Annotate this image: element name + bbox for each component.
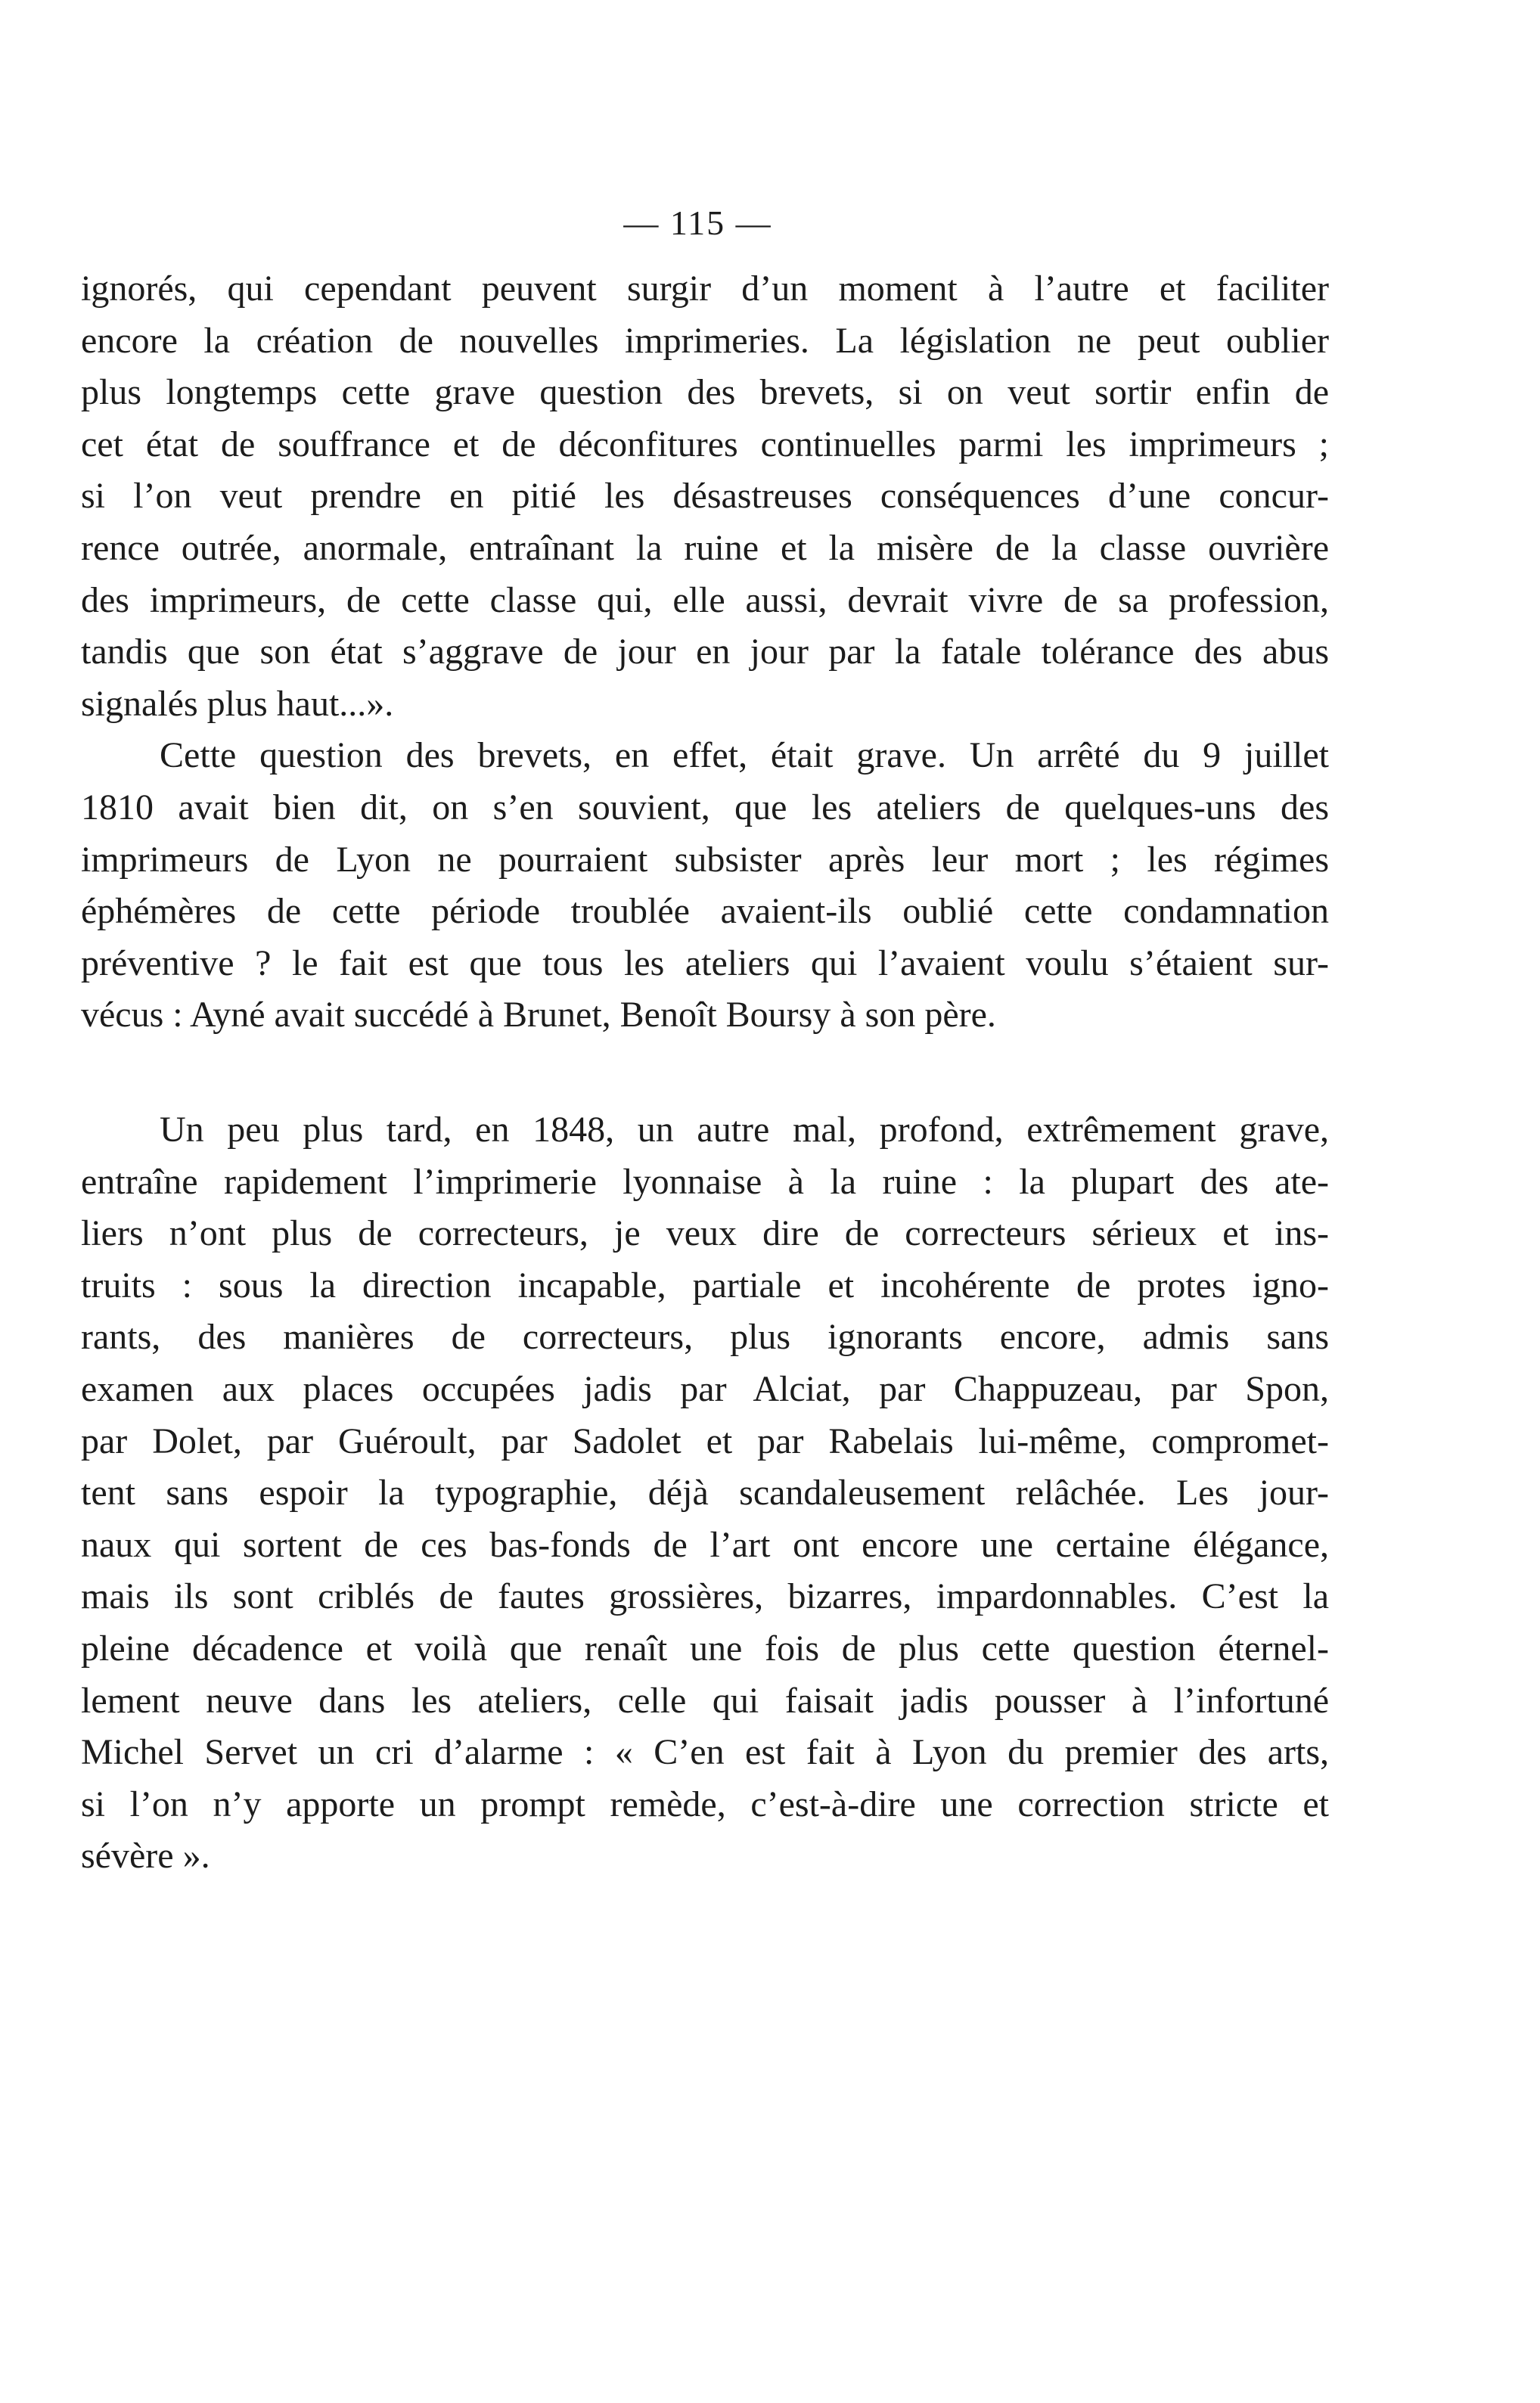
text-line: entraîne rapidement l’imprimerie lyonnaise à la ruine : la plupart des ate- — [81, 1161, 1329, 1202]
text-line: tandis que son état s’aggrave de jour en jour par la fatale tolérance des abus — [81, 632, 1329, 672]
text-line: préventive ? le fait est que tous les ateliers qui l’avaient voulu s’étaient sur- — [81, 942, 1329, 983]
text-line: des imprimeurs, de cette classe qui, elle aussi, devrait vivre de sa profession, — [81, 579, 1329, 620]
text-line: mais ils sont criblés de fautes grossières, bizarres, impardonnables. C’est la — [81, 1576, 1329, 1617]
text-line: cet état de souffrance et de déconfitures continuelles parmi les imprimeurs ; — [81, 424, 1329, 464]
text-line: imprimeurs de Lyon ne pourraient subsister après leur mort ; les régimes — [81, 839, 1329, 880]
text-line: par Dolet, par Guéroult, par Sadolet et par Rabelais lui-même, compromet- — [81, 1420, 1329, 1461]
text-block-2 — [81, 1104, 1329, 1883]
text-line: si l’on n’y apporte un prompt remède, c’est-à-dire une correction stricte et — [81, 1784, 1329, 1824]
text-line: rence outrée, anormale, entraînant la ruine et la misère de la classe ouvrière — [81, 527, 1329, 568]
text-line: pleine décadence et voilà que renaît une fois de plus cette question éternel- — [81, 1628, 1329, 1669]
text-line: encore la création de nouvelles imprimeries. La législation ne peut oublier — [81, 320, 1329, 361]
text-block-1 — [81, 263, 1329, 1042]
text-line: éphémères de cette période troublée avaient-ils oublié cette condamnation — [81, 891, 1329, 932]
text-line: vécus : Ayné avait succédé à Brunet, Benoît Boursy à son père. — [81, 995, 996, 1035]
text-line: si l’on veut prendre en pitié les désastreuses conséquences d’une concur- — [81, 476, 1329, 517]
text-line: examen aux places occupées jadis par Alciat, par Chappuzeau, par Spon, — [81, 1368, 1329, 1409]
text-line: Un peu plus tard, en 1848, un autre mal, profond, extrêmement grave, — [160, 1110, 1329, 1150]
text-line: Michel Servet un cri d’alarme : « C’en est fait à Lyon du premier des arts, — [81, 1732, 1329, 1773]
text-line: Cette question des brevets, en effet, était grave. Un arrêté du 9 juillet — [160, 735, 1329, 776]
text-line: naux qui sortent de ces bas-fonds de l’art ont encore une certaine élégance, — [81, 1524, 1329, 1565]
text-line: 1810 avait bien dit, on s’en souvient, que les ateliers de quelques-uns des — [81, 787, 1329, 827]
text-line: rants, des manières de correcteurs, plus ignorants encore, admis sans — [81, 1317, 1329, 1358]
text-line: lement neuve dans les ateliers, celle qui faisait jadis pousser à l’infortuné — [81, 1680, 1329, 1721]
text-line: sévère ». — [81, 1836, 210, 1877]
text-line: truits : sous la direction incapable, partiale et incohérente de protes igno- — [81, 1265, 1329, 1306]
text-line: ignorés, qui cependant peuvent surgir d’un moment à l’autre et faciliter — [81, 269, 1329, 309]
text-line: signalés plus haut...». — [81, 683, 394, 724]
text-line: liers n’ont plus de correcteurs, je veux dire de correcteurs sérieux et ins- — [81, 1213, 1329, 1254]
text-line: tent sans espoir la typographie, déjà scandaleusement relâchée. Les jour- — [81, 1473, 1329, 1514]
page-number: — 115 — — [623, 203, 772, 242]
text-line: plus longtemps cette grave question des brevets, si on veut sortir enfin de — [81, 372, 1329, 413]
